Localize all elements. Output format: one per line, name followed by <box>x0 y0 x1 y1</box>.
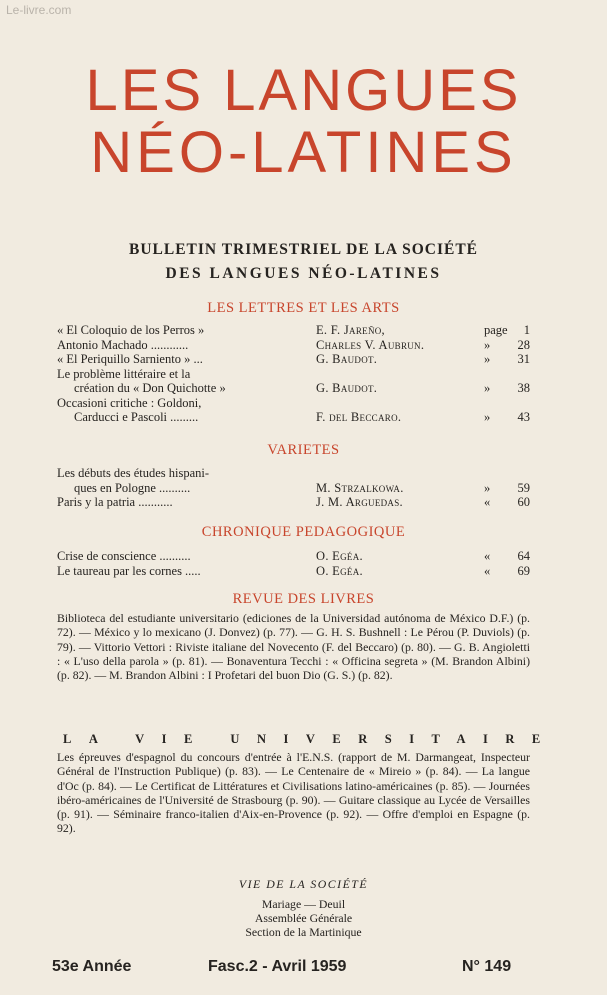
toc-entry <box>0 396 607 410</box>
toc-entry <box>0 352 607 366</box>
toc-entry-page: 1 <box>523 323 530 337</box>
toc-entry-author: O. Egéa. <box>316 563 363 578</box>
toc-entry-page: 38 <box>517 381 530 395</box>
bulletin-subtitle-line1: BULLETIN TRIMESTRIEL DE LA SOCIÉTÉ <box>129 241 478 258</box>
toc-entry-title: Carducci e Pascoli ......... <box>74 410 199 424</box>
toc-entry-author: G. Baudot. <box>316 381 378 395</box>
toc-entry-title: Paris y la patria ........... <box>57 495 173 509</box>
toc-entry-page: 69 <box>517 563 530 578</box>
toc-entry-page: 64 <box>517 549 530 563</box>
section-heading-vie-universitaire: LA VIE UNIVERSITAIRE <box>63 732 558 746</box>
toc-entry-page: 43 <box>517 410 530 424</box>
footer-fascicule: Fasc.2 - Avril 1959 <box>208 958 347 975</box>
societe-item: Assemblée Générale <box>254 911 353 925</box>
toc-entry-title: création du « Don Quichotte » <box>74 381 226 395</box>
toc-entry-page: 60 <box>517 495 530 509</box>
toc-entry-author: O. Egéa. <box>316 549 363 563</box>
toc-entry-title: Les débuts des études hispani- <box>57 466 210 480</box>
toc-entry-page-prefix: » <box>484 352 491 366</box>
toc-entry-author: M. Strzalkowa. <box>316 480 404 495</box>
footer-numero: N° 149 <box>462 958 512 975</box>
societe-item: Mariage — Deuil <box>261 897 346 911</box>
revue-des-livres-text: Biblioteca del estudiante universitario (ediciones de la Universidad autónoma de México D.F.) (p. 72). — México y lo mexicano (J. Donvez) (p. 77). — G. H. S. Bushnell : Le Pérou (P. Duviols) (p. 79). — Vittorio Vettori : Riviste italiane del Novecento (F. del Beccaro) (p. 80). — G. B. Angioletti : « L'uso della parola » (p. 81). — Bonaventura Tecchi : « Officina segreta » (M. Brandon Albini) (p. 82). — M. Brandon Albini : I Profetari del buon Dio (G. S.) (p. 82). <box>57 611 530 683</box>
societe-heading: VIE DE LA SOCIÉTÉ <box>238 877 369 891</box>
toc-entry-page: 59 <box>517 480 530 495</box>
toc-entry-author: J. M. Arguedas. <box>316 495 403 509</box>
toc-entry <box>0 323 607 337</box>
toc-entry-page-prefix: « <box>484 495 491 509</box>
toc-entry-title: Le problème littéraire et la <box>57 366 191 381</box>
toc-entry-author: Charles V. Aubrun. <box>316 337 425 352</box>
toc-entry-author: E. F. Jareño, <box>316 323 385 337</box>
toc-entry-page-prefix: » <box>484 410 491 424</box>
vie-universitaire-text: Les épreuves d'espagnol du concours d'entrée à l'E.N.S. (rapport de M. Darmangeat, Inspecteur Général de l'Instruction Publique) (p. 83). — Le Centenaire de « Mireio » (p. 84). — La langue d'Oc (p. 84). — Le Certificat de Littératures et Civilisations latino-américaines (p. 85). — Journées ibéro-américaines de l'Université de Strasbourg (p. 90). — Guitare classique au Lycée de Versailles (p. 91). — Séminaire franco-italien d'Aix-en-Provence (p. 92). — Offre d'emploi en Espagne (p. 92). <box>57 750 530 836</box>
toc-entry <box>0 381 607 395</box>
section-heading-lettres: LES LETTRES ET LES ARTS <box>207 300 400 316</box>
toc-entry-title: Occasioni critiche : Goldoni, <box>57 395 202 410</box>
section-heading-revue: REVUE DES LIVRES <box>232 591 375 607</box>
toc-entry-page: 28 <box>517 337 530 352</box>
toc-entry <box>0 549 607 563</box>
toc-entry-author: F. del Beccaro. <box>316 410 402 424</box>
toc-entry-page-prefix: » <box>484 381 491 395</box>
bulletin-subtitle-line2: DES LANGUES NÉO-LATINES <box>165 265 442 282</box>
watermark: Le-livre.com <box>6 3 72 17</box>
section-heading-varietes: VARIETES <box>267 442 340 458</box>
toc-entry-author: G. Baudot. <box>316 352 378 366</box>
toc-entry-page-prefix: » <box>484 480 491 495</box>
toc-entry-page-prefix: page <box>484 323 508 337</box>
societe-item: Section de la Martinique <box>245 925 362 939</box>
journal-title-line1: LES LANGUES <box>85 58 522 123</box>
journal-title-line2: NÉO-LATINES <box>90 120 517 185</box>
toc-entry-title: ques en Pologne .......... <box>74 480 191 495</box>
toc-entry <box>0 564 607 578</box>
toc-entry-title: Antonio Machado ............ <box>57 337 189 352</box>
toc-entry <box>0 410 607 424</box>
toc-entry-title: Le taureau par les cornes ..... <box>57 563 201 578</box>
toc-entry <box>0 481 607 495</box>
toc-entry <box>0 367 607 381</box>
toc-entry-page-prefix: « <box>484 563 491 578</box>
toc-entry-title: Crise de conscience .......... <box>57 549 191 563</box>
toc-entry <box>0 466 607 480</box>
section-heading-chronique: CHRONIQUE PEDAGOGIQUE <box>201 524 406 540</box>
toc-entry <box>0 495 607 509</box>
toc-entry-title: « El Periquillo Sarniento » ... <box>57 352 203 366</box>
toc-entry-title: « El Coloquio de los Perros » <box>57 323 205 337</box>
toc-entry-page: 31 <box>517 352 530 366</box>
toc-entry-page-prefix: » <box>484 337 491 352</box>
footer-annee: 53e Année <box>52 958 132 975</box>
toc-entry <box>0 338 607 352</box>
toc-entry-page-prefix: « <box>484 549 491 563</box>
